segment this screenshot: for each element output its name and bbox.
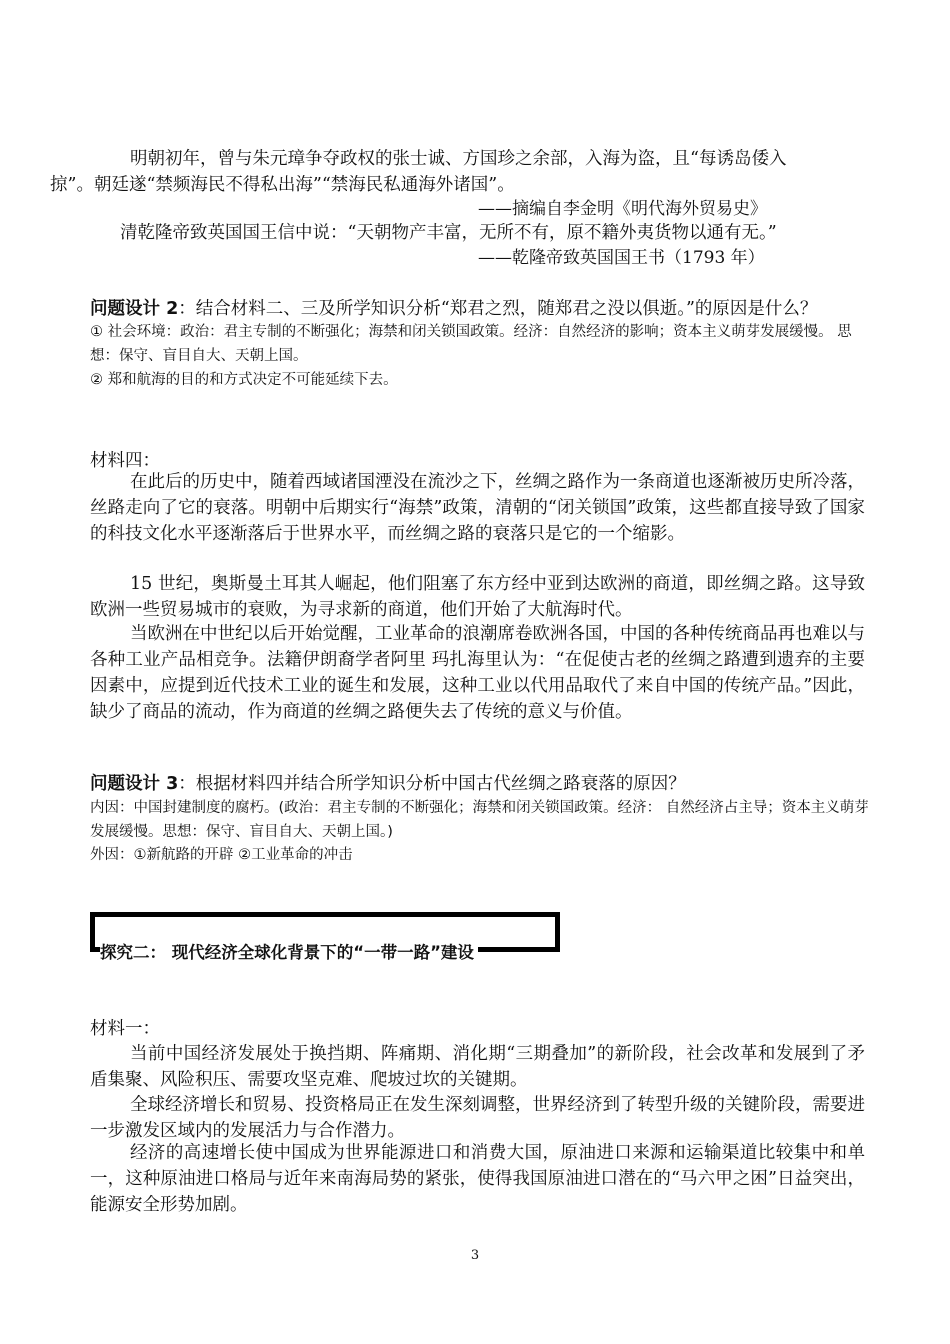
section-2-material-1-para-2: 全球经济增长和贸易、投资格局正在发生深刻调整，世界经济到了转型升级的关键阶段，需要进一步激发区域内的发展活力与合作潜力。 <box>90 1095 865 1141</box>
question-text: ：根据材料四并结合所学知识分析中国古代丝绸之路衰落的原因？ <box>178 774 686 794</box>
answer-3-internal: 内因：中国封建制度的腐朽。(政治：君主专制的不断强化；海禁和闭关锁国政策。经济： 自然经济占主导；资本主义萌芽发展缓慢。思想：保守、盲目自大、天朝上国。) <box>90 800 869 840</box>
page-number: 3 <box>470 1248 480 1263</box>
material-3-ming-para <box>50 146 865 198</box>
question-text: ：结合材料二、三及所学知识分析“郑君之烈，随郑君之没以俱逝。”的原因是什么？ <box>178 299 818 319</box>
text-line: 明朝初年，曾与朱元璋争夺政权的张士诚、方国珍之余部，入海为盗，且“每诱岛倭入 <box>130 149 787 169</box>
answer-3-external: 外因：①新航路的开辟 ②工业革命的冲击 <box>90 847 353 863</box>
text-line: 掠”。朝廷遂“禁频海民不得私出海”“禁海民私通海外诸国”。 <box>50 175 515 195</box>
question-label: 问题设计 2 <box>90 299 179 319</box>
answer-2-part-2: ② 郑和航海的目的和方式决定不可能延续下去。 <box>90 372 398 388</box>
material-3-qianlong-para: 清乾隆帝致英国国王信中说：“天朝物产丰富，无所不有，原不籍外夷货物以通有无。” <box>120 223 777 243</box>
section-2-material-1-para-1: 当前中国经济发展处于换挡期、阵痛期、消化期“三期叠加”的新阶段，社会改革和发展到了矛盾集聚、风险积压、需要攻坚克难、爬坡过坎的关键期。 <box>90 1044 865 1090</box>
question-label: 问题设计 3 <box>90 774 179 794</box>
answer-2-part-1: ① 社会环境：政治：君主专制的不断强化；海禁和闭关锁国政策。经济：自然经济的影响；资本主义萌芽发展缓慢。 思想：保守、盲目自大、天朝上国。 <box>90 324 852 364</box>
question-3 <box>90 771 880 797</box>
section-title: 探究二： 现代经济全球化背景下的“一带一路”建设 <box>100 942 478 964</box>
section-2-material-1-para-3: 经济的高速增长使中国成为世界能源进口和消费大国，原油进口来源和运输渠道比较集中和单一，这种原油进口格局与近年来南海局势的紧张，使得我国原油进口潜在的“马六甲之困”日益突出，能源安全形势加剧。 <box>90 1143 865 1215</box>
material-4-para-1: 在此后的历史中，随着西域诸国湮没在流沙之下，丝绸之路作为一条商道也逐渐被历史所冷落，丝路走向了它的衰落。明朝中后期实行“海禁”政策，清朝的“闭关锁国”政策，这些都直接导致了国家的科技文化水平逐渐落后于世界水平，而丝绸之路的衰落只是它的一个缩影。 <box>90 472 865 544</box>
material-4-para-2: 15 世纪，奥斯曼土耳其人崛起，他们阻塞了东方经中亚到达欧洲的商道，即丝绸之路。这导致欧洲一些贸易城市的衰败，为寻求新的商道，他们开始了大航海时代。 <box>90 574 865 620</box>
source-citation: ——乾隆帝致英国国王书（1793 年） <box>478 248 765 268</box>
question-2 <box>90 296 880 322</box>
source-citation: ——摘编自李金明《明代海外贸易史》 <box>478 199 767 219</box>
material-4-para-3: 当欧洲在中世纪以后开始觉醒，工业革命的浪潮席卷欧洲各国，中国的各种传统商品再也难以与各种工业产品相竞争。法籍伊朗裔学者阿里 玛扎海里认为：“在促使古老的丝绸之路遭到遗弃的主要因素中，应提到近代技术工业的诞生和发展，这种工业以代用品取代了来自中国的传统产品。”因此，缺少了商品的流动，作为商道的丝绸之路便失去了传统的意义与价值。 <box>90 624 865 722</box>
material-4-heading: 材料四： <box>90 451 160 471</box>
section-2-material-1-heading: 材料一： <box>90 1019 160 1039</box>
